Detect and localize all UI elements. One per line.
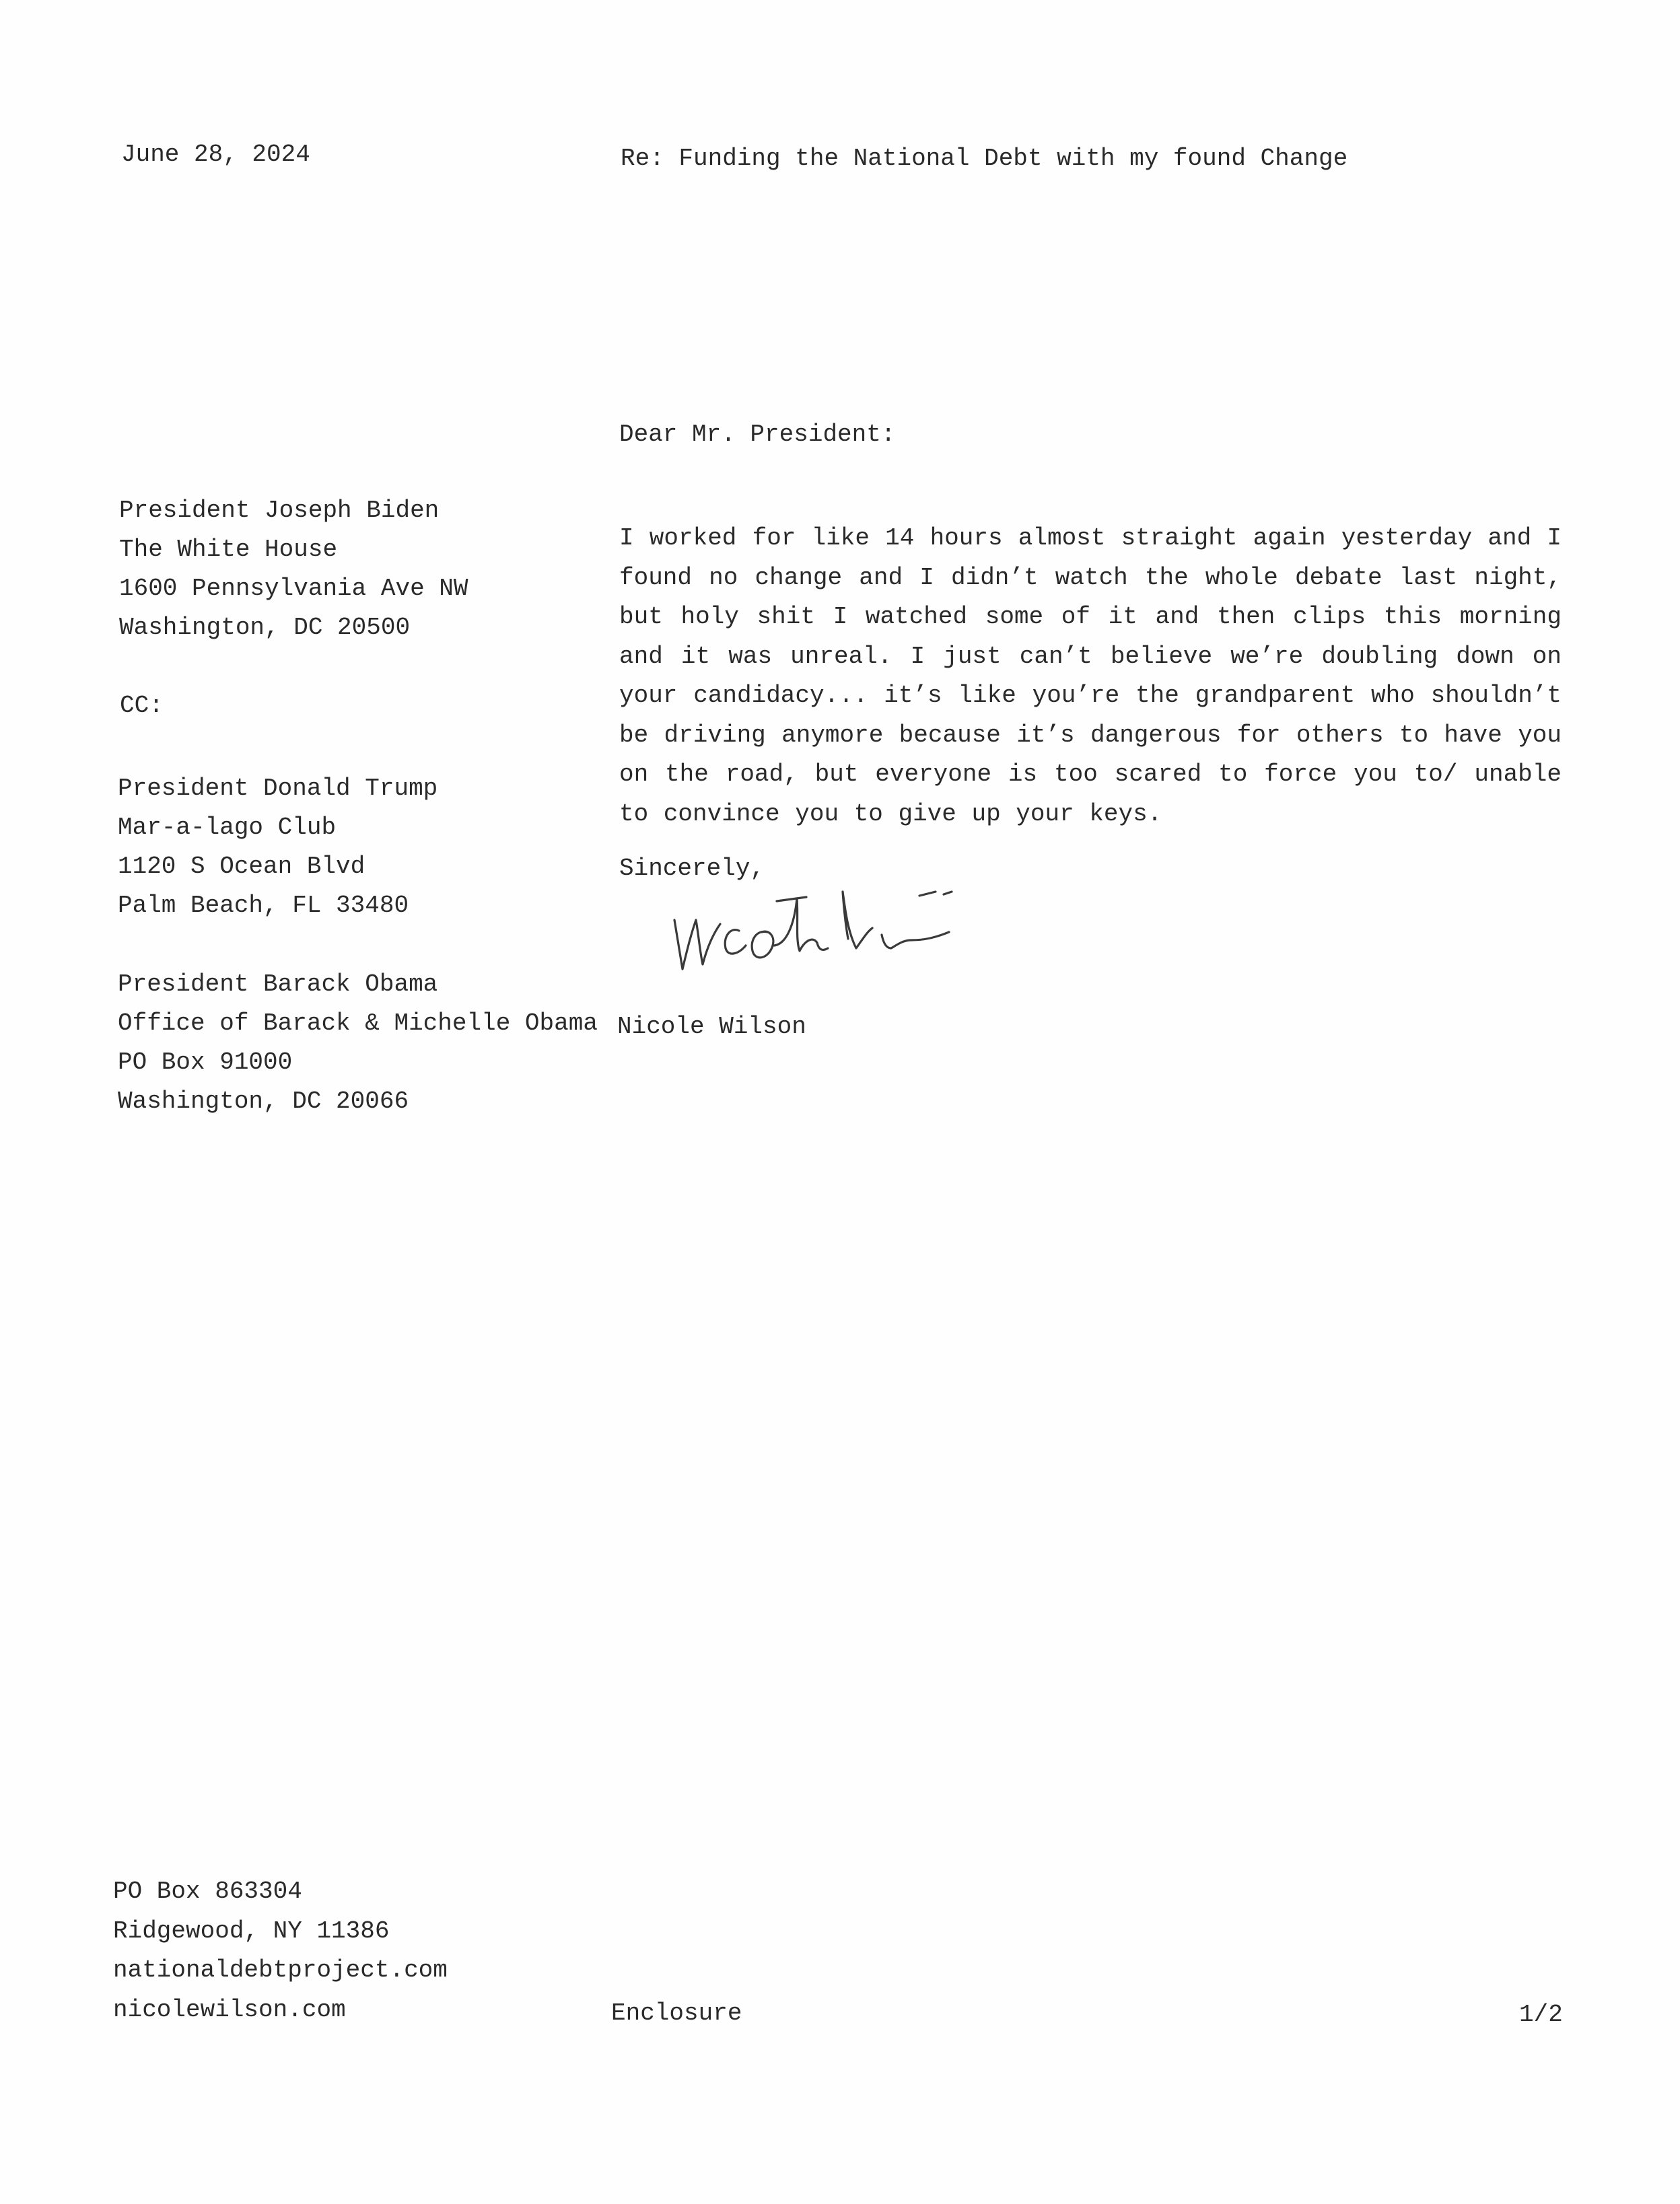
cc-2-city: Washington, DC 20066 <box>118 1088 409 1115</box>
page-number: 1/2 <box>1519 2001 1563 2028</box>
recipient-street: 1600 Pennsylvania Ave NW <box>119 575 468 602</box>
sender-city: Ridgewood, NY 11386 <box>113 1917 390 1945</box>
sender-website-1: nationaldebtproject.com <box>113 1956 448 1984</box>
sender-po-box: PO Box 863304 <box>113 1878 302 1905</box>
cc-2-name: President Barack Obama <box>118 970 438 998</box>
recipient-name: President Joseph Biden <box>119 497 440 524</box>
cc-2-street: PO Box 91000 <box>118 1048 293 1076</box>
salutation: Dear Mr. President: <box>619 421 896 448</box>
cc-1-street: 1120 S Ocean Blvd <box>118 853 365 880</box>
recipient-city: Washington, DC 20500 <box>119 614 411 641</box>
cc-1-city: Palm Beach, FL 33480 <box>118 892 409 919</box>
signer-name: Nicole Wilson <box>617 1013 806 1040</box>
recipient-organization: The White House <box>119 536 338 563</box>
closing: Sincerely, <box>619 855 765 882</box>
enclosure-note: Enclosure <box>611 1999 742 2027</box>
sender-address <box>113 1872 448 2030</box>
cc-1-name: President Donald Trump <box>118 775 438 802</box>
cc-address-2 <box>118 965 598 1121</box>
recipient-address <box>119 491 468 647</box>
letter-date: June 28, 2024 <box>121 141 310 168</box>
letter-body: I worked for like 14 hours almost straight again yesterday and I found no change and I didn’t watch the whole debate last night, but holy shit I watched some of it and then clips this morning and it was unreal. I just can’t believe we’re doubling down on your candidacy... it’s like you’re the grandparent who shouldn’t be driving anymore because it’s dangerous for others to have you on the road, but everyone is too scared to force you to/ unable to convince you to give up your keys. <box>619 524 1562 828</box>
sender-website-2: nicolewilson.com <box>113 1995 346 2024</box>
letter-subject: Re: Funding the National Debt with my found Change <box>621 145 1348 172</box>
cc-address-1 <box>118 769 438 925</box>
cc-label: CC: <box>120 692 164 719</box>
cc-1-organization: Mar-a-lago Club <box>118 814 337 841</box>
handwritten-signature <box>666 878 1003 979</box>
cc-2-organization: Office of Barack & Michelle Obama <box>118 1009 598 1037</box>
